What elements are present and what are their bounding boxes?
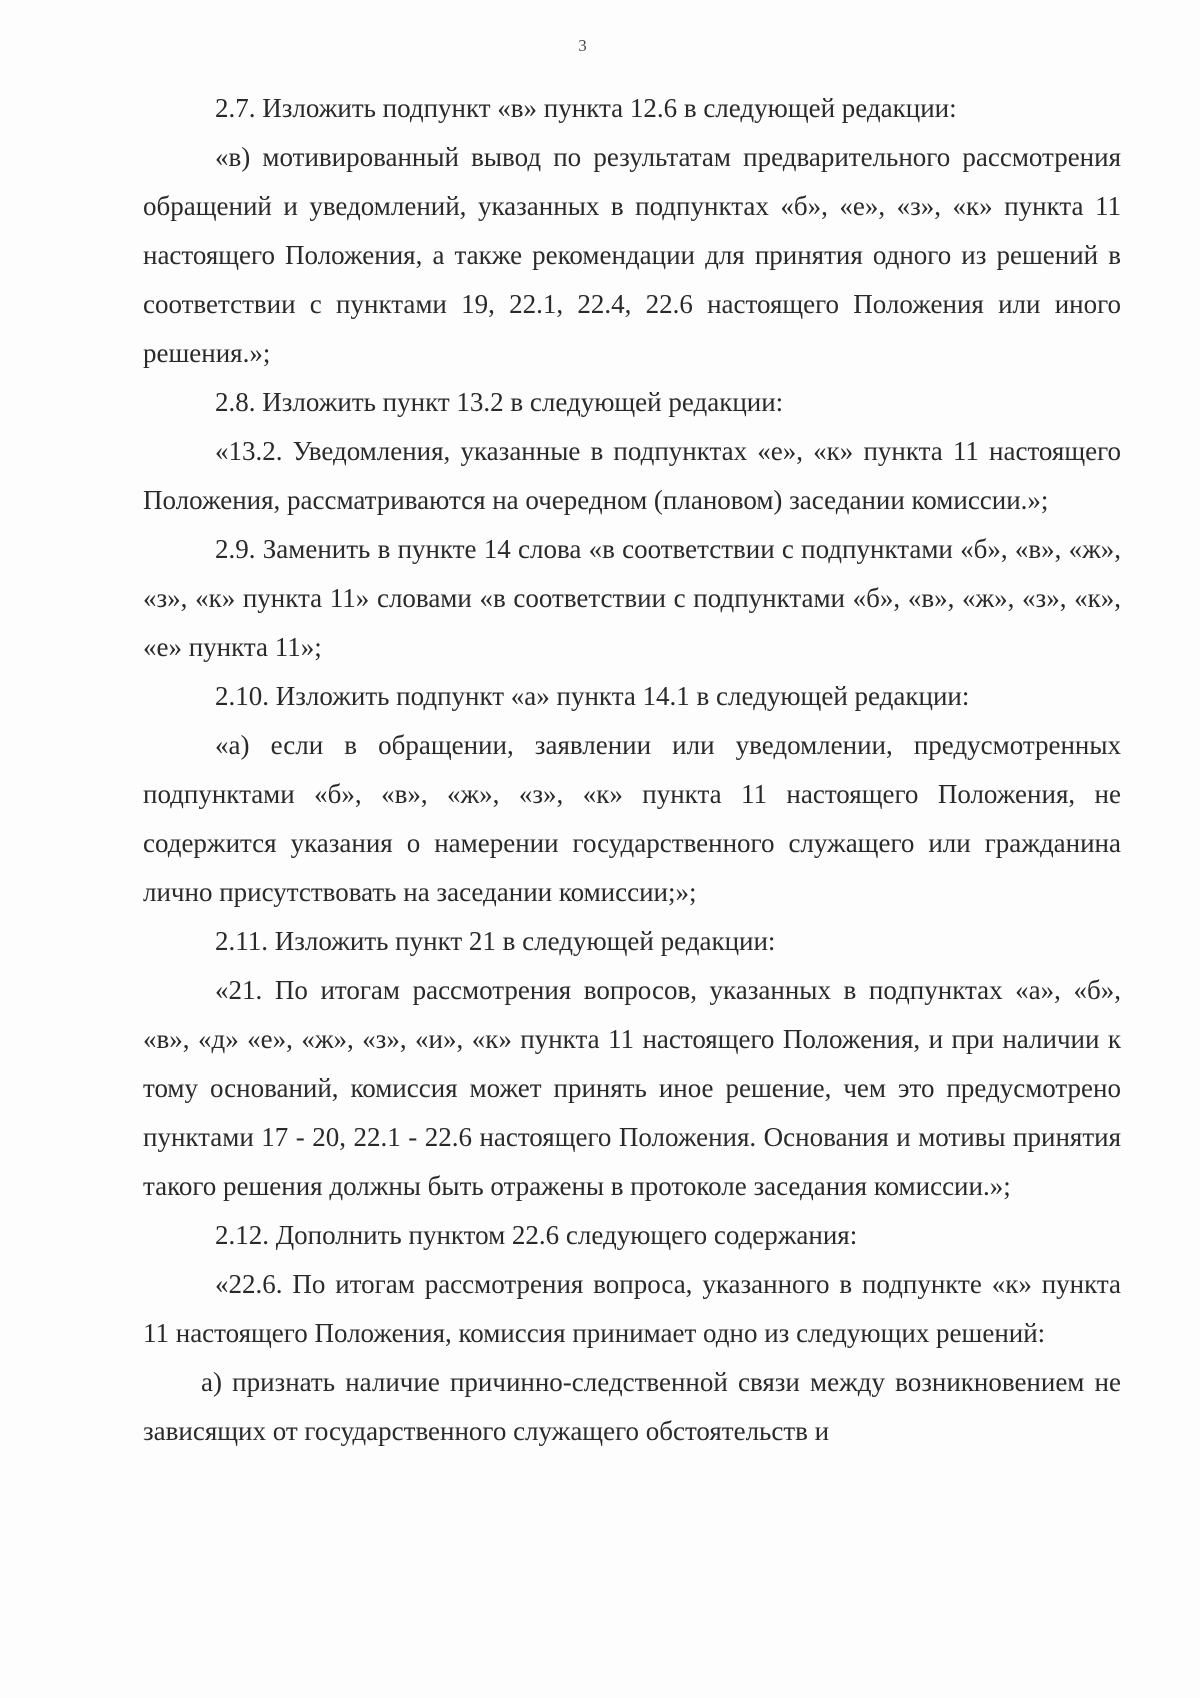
paragraph-2-7-text: «в) мотивированный вывод по результатам предварительного рассмотрения обращений и уведомлений, указанных в подпунктах «б», «е», «з», «к» пункта 11 настоящего Положения, а также рекомендации для принятия одного из решений в соответствии с пунктами 19, 22.1, 22.4, 22.6 настоящего Положения или иного решения.»; (143, 142, 1121, 368)
paragraph-2-11: 2.11. Изложить пункт 21 в следующей редакции: (215, 926, 776, 956)
paragraph-2-12-text: «22.6. По итогам рассмотрения вопроса, указанного в подпункте «к» пункта 11 настоящего Положения, комиссия принимает одно из следующих решений: (143, 1269, 1121, 1348)
paragraph-2-12-item-a: а) признать наличие причинно-следственной связи между возникновением не зависящих от государственного служащего обстоятельств и (143, 1367, 1121, 1446)
page-number: 3 (578, 36, 587, 55)
paragraph-2-9: 2.9. Заменить в пункте 14 слова «в соответствии с подпунктами «б», «в», «ж», «з», «к» пункта 11» словами «в соответствии с подпунктами «б», «в», «ж», «з», «к», «е» пункта 11»; (143, 534, 1121, 662)
document-body (143, 84, 1121, 1456)
paragraph-2-10-text: «а) если в обращении, заявлении или уведомлении, предусмотренных подпунктами «б», «в», «ж», «з», «к» пункта 11 настоящего Положения, не содержится указания о намерении государственного служащего или гражданина лично присутствовать на заседании комиссии;»; (143, 730, 1121, 907)
paragraph-2-12: 2.12. Дополнить пунктом 22.6 следующего содержания: (215, 1220, 858, 1250)
paragraph-2-8-text: «13.2. Уведомления, указанные в подпунктах «е», «к» пункта 11 настоящего Положения, рассматриваются на очередном (плановом) заседании комиссии.»; (143, 436, 1121, 515)
paragraph-2-11-text: «21. По итогам рассмотрения вопросов, указанных в подпунктах «а», «б», «в», «д» «е», «ж», «з», «и», «к» пункта 11 настоящего Положения, и при наличии к тому оснований, комиссия может принять иное решение, чем это предусмотрено пунктами 17 - 20, 22.1 - 22.6 настоящего Положения. Основания и мотивы принятия такого решения должны быть отражены в протоколе заседания комиссии.»; (143, 975, 1121, 1201)
paragraph-2-8: 2.8. Изложить пункт 13.2 в следующей редакции: (215, 387, 784, 417)
paragraph-2-10: 2.10. Изложить подпункт «а» пункта 14.1 в следующей редакции: (215, 681, 970, 711)
paragraph-2-7: 2.7. Изложить подпункт «в» пункта 12.6 в следующей редакции: (215, 93, 957, 123)
